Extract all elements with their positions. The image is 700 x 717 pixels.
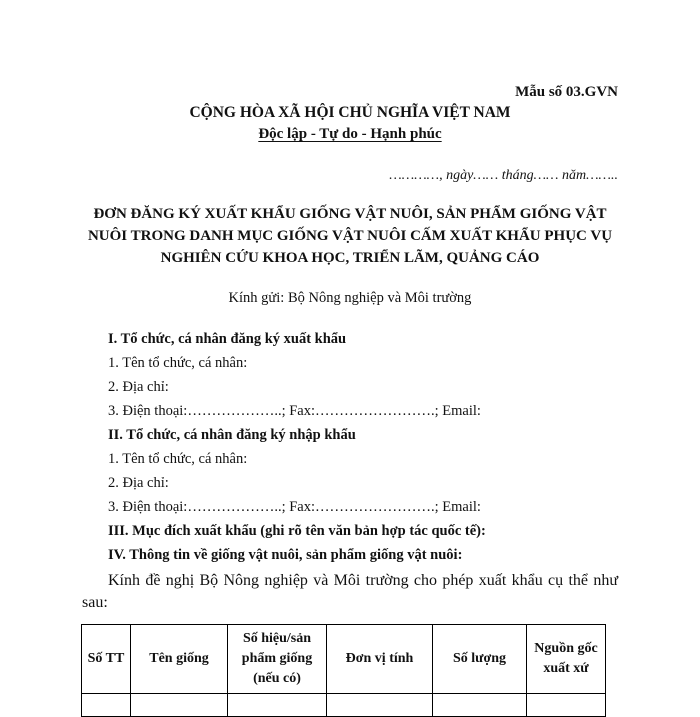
section3-heading: III. Mục đích xuất khẩu (ghi rõ tên văn bản hợp tác quốc tế): xyxy=(108,523,486,539)
col-header-origin: Nguồn gốc xuất xứ xyxy=(527,625,606,694)
section1-address-field: 2. Địa chỉ: xyxy=(108,379,169,395)
col-header-product-code: Số hiệu/sản phẩm giống (nếu có) xyxy=(228,625,327,694)
motto-line xyxy=(0,125,700,143)
form-code: Mẫu số 03.GVN xyxy=(515,84,618,100)
table-cell xyxy=(228,694,327,717)
table-cell xyxy=(327,694,433,717)
document-title-line-1: ĐƠN ĐĂNG KÝ XUẤT KHẨU GIỐNG VẬT NUÔI, SẢN PHẨM GIỐNG VẬT xyxy=(93,206,607,222)
section1-contact-field: 3. Điện thoại:………………..; Fax:…………………….; Email: xyxy=(108,403,481,419)
table-row xyxy=(82,694,606,717)
section1-name-field: 1. Tên tổ chức, cá nhân: xyxy=(108,355,248,371)
table-cell xyxy=(433,694,527,717)
request-paragraph: Kính đề nghị Bộ Nông nghiệp và Môi trường cho phép xuất khẩu cụ thể như sau: xyxy=(82,572,618,611)
section2-heading: II. Tổ chức, cá nhân đăng ký nhập khẩu xyxy=(108,427,356,443)
col-header-quantity: Số lượng xyxy=(433,625,527,694)
table-cell xyxy=(527,694,606,717)
export-items-table xyxy=(81,624,606,717)
document-title-line-2: NUÔI TRONG DANH MỤC GIỐNG VẬT NUÔI CẤM XUẤT KHẨU PHỤC VỤ xyxy=(87,228,613,244)
section2-contact-field: 3. Điện thoại:………………..; Fax:…………………….; Email: xyxy=(108,499,481,515)
section2-name-field: 1. Tên tổ chức, cá nhân: xyxy=(108,451,248,467)
col-header-no: Số TT xyxy=(82,625,131,694)
section4-heading: IV. Thông tin về giống vật nuôi, sản phẩm giống vật nuôi: xyxy=(108,547,463,563)
national-motto: Độc lập - Tự do - Hạnh phúc xyxy=(258,126,442,142)
document-title-line-3: NGHIÊN CỨU KHOA HỌC, TRIỂN LÃM, QUẢNG CÁO xyxy=(160,250,540,266)
section2-address-field: 2. Địa chỉ: xyxy=(108,475,169,491)
table-header-row xyxy=(82,625,606,694)
col-header-breed-name: Tên giống xyxy=(131,625,228,694)
national-title: CỘNG HÒA XÃ HỘI CHỦ NGHĨA VIỆT NAM xyxy=(189,104,511,121)
date-line: …………, ngày…… tháng…… năm…….. xyxy=(389,168,618,183)
table-cell xyxy=(131,694,228,717)
addressee: Kính gửi: Bộ Nông nghiệp và Môi trường xyxy=(228,290,472,306)
section1-heading: I. Tổ chức, cá nhân đăng ký xuất khẩu xyxy=(108,331,347,347)
table-cell xyxy=(82,694,131,717)
col-header-unit: Đơn vị tính xyxy=(327,625,433,694)
